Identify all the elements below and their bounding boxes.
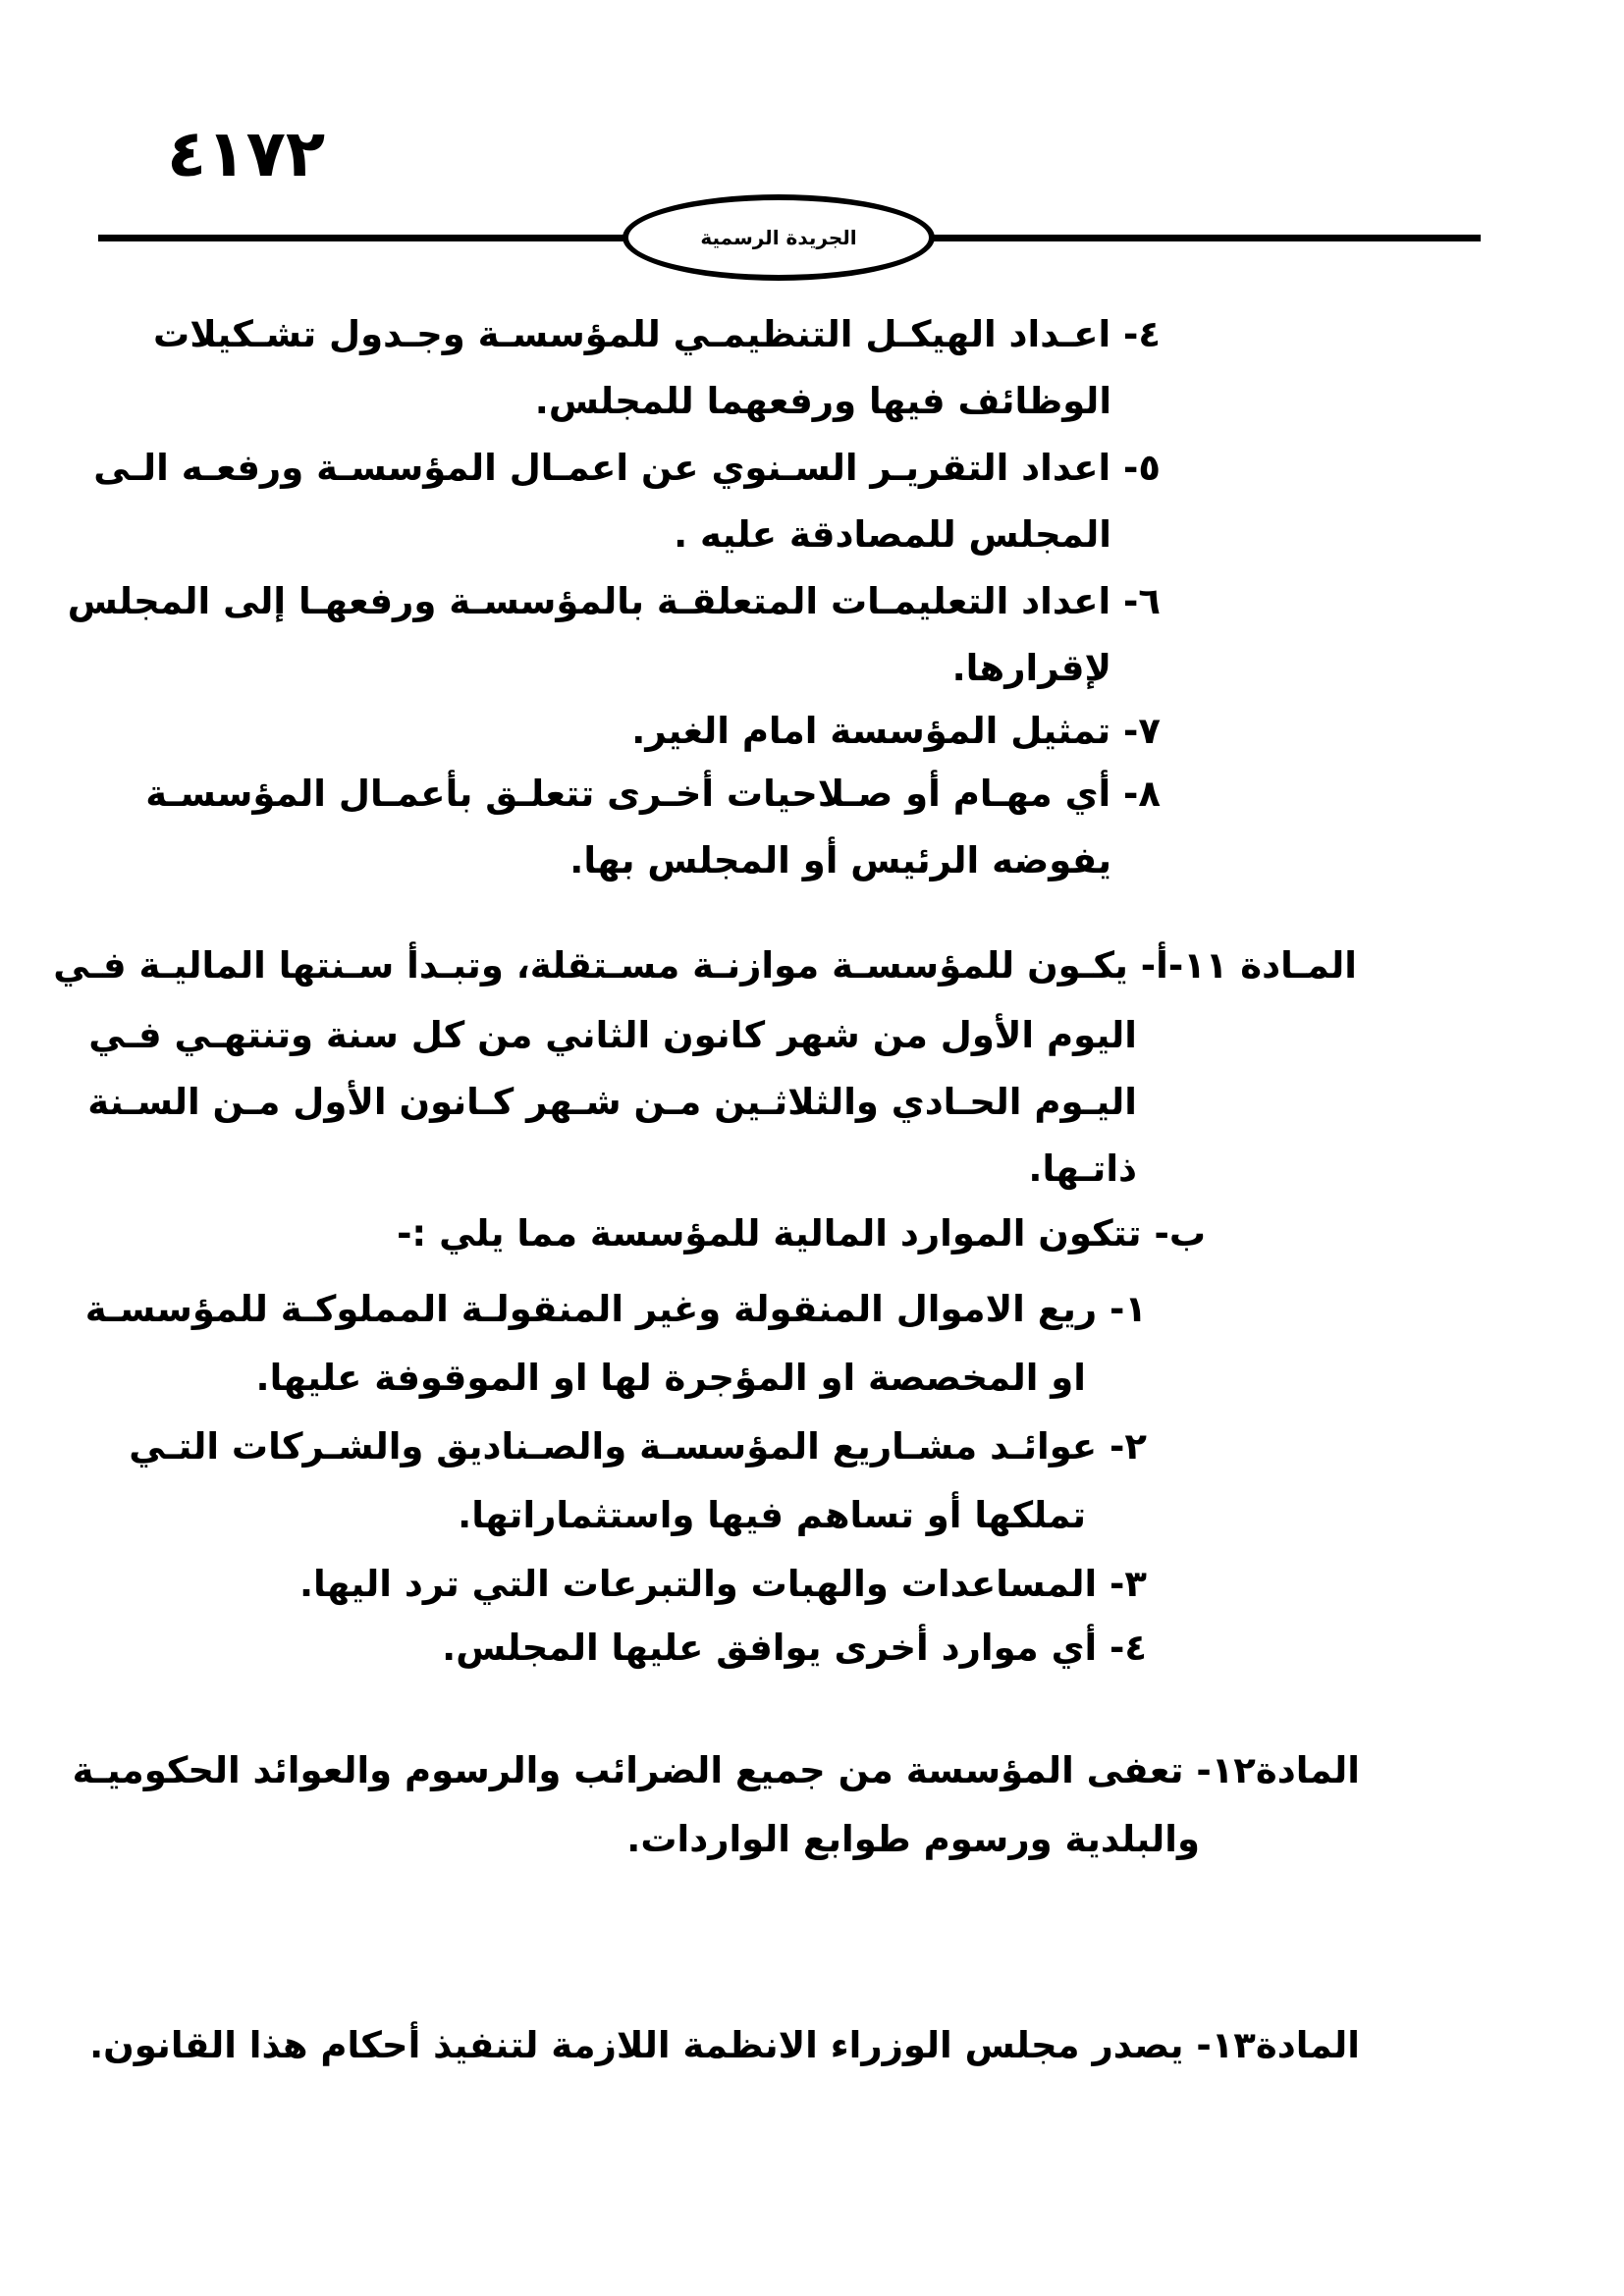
header-rule-left: [98, 235, 648, 241]
text-line: المادة١٣- يصدر مجلس الوزراء الانظمة اللازمة لتنفيذ أحكام هذا القانون.: [89, 2024, 1360, 2066]
text-line: ٣- المساعدات والهبات والتبرعات التي ترد اليها.: [298, 1563, 1147, 1605]
header-rule-right: [933, 235, 1481, 241]
text-line: ٦- اعداد التعليمـات المتعلقـة بالمؤسسـة ورفعهـا إلى المجلس: [67, 580, 1161, 622]
text-line: او المخصصة او المؤجرة لها او الموقوفة عليها.: [255, 1357, 1086, 1399]
gazette-title-oval: [623, 194, 935, 281]
text-line: ذاتـها.: [1028, 1148, 1137, 1190]
text-line: ب- تتكون الموارد المالية للمؤسسة مما يلي :-: [397, 1212, 1206, 1255]
page-number: ٤١٧٢: [167, 116, 326, 191]
text-line: اليـوم الحـادي والثلاثـين مـن شـهر كـانون الأول مـن السـنة: [87, 1081, 1137, 1123]
gazette-title: الجريدة الرسمية: [700, 226, 857, 249]
text-line: المجلس للمصادقة عليه .: [674, 513, 1111, 556]
text-line: ٤- اعـداد الهيكـل التنظيمـي للمؤسسـة وجـدول تشـكيلات: [153, 313, 1161, 355]
text-line: ١- ريع الاموال المنقولة وغير المنقولـة المملوكـة للمؤسسـة: [84, 1288, 1147, 1330]
text-line: ٢- عوائـد مشـاريع المؤسسـة والصـناديق والشـركات التـي: [129, 1425, 1147, 1468]
text-line: والبلدية ورسوم طوابع الواردات.: [626, 1818, 1200, 1860]
text-line: تملكها أو تساهم فيها واستثماراتها.: [458, 1494, 1086, 1536]
text-line: ٤- أي موارد أخرى يوافق عليها المجلس.: [442, 1627, 1147, 1669]
text-line: ٧- تمثيل المؤسسة امام الغير.: [631, 710, 1161, 752]
text-line: الوظائف فيها ورفعهما للمجلس.: [534, 380, 1111, 422]
text-line: ٨- أي مهـام أو صـلاحيات أخـرى تتعلـق بأعمـال المؤسسـة: [145, 773, 1161, 815]
text-line: ٥- اعداد التقريـر السـنوي عن اعمـال المؤسسـة ورفعـه الـى: [93, 447, 1161, 489]
text-line: لإقرارها.: [951, 647, 1111, 689]
text-line: يفوضه الرئيس أو المجلس بها.: [569, 839, 1111, 881]
text-line: اليوم الأول من شهر كانون الثاني من كل سنة وتنتهـي فـي: [88, 1014, 1137, 1056]
text-line: المادة١٢- تعفى المؤسسة من جميع الضرائب والرسوم والعوائد الحكوميـة: [72, 1749, 1360, 1791]
text-line: المـادة ١١-أ- يكـون للمؤسسـة موازنـة مسـتقلة، وتبـدأ سـنتها الماليـة فـي: [53, 944, 1357, 987]
